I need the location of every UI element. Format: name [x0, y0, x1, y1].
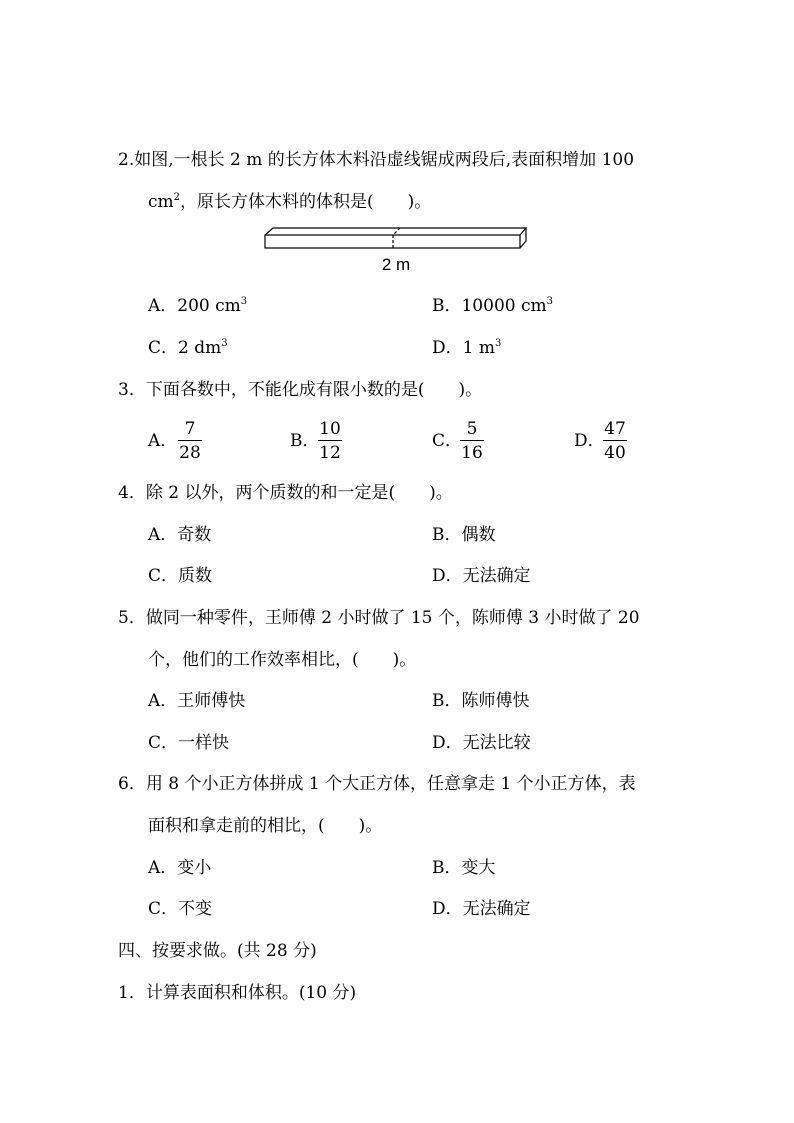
q3-option-a-letter[interactable]: A．: [148, 431, 178, 451]
cut-dashed-line: [393, 228, 400, 248]
q4-stem: 4．除 2 以外，两个质数的和一定是( )。: [118, 483, 453, 503]
q2-option-a[interactable]: [148, 296, 247, 316]
q2-option-b-text: B．10000 cm: [432, 296, 547, 316]
q3-option-b-letter[interactable]: B．: [290, 431, 320, 451]
q6-stem-line2: 面积和拿走前的相比，( )。: [148, 816, 383, 836]
q6-option-b[interactable]: B．变大: [432, 858, 496, 878]
q4-option-b[interactable]: B．偶数: [432, 525, 496, 545]
fraction-bar: [318, 440, 342, 441]
q5-option-d[interactable]: D．无法比较: [432, 733, 531, 753]
q5-option-c[interactable]: C．一样快: [148, 733, 230, 753]
q4-option-c[interactable]: C．质数: [148, 566, 213, 586]
q2-option-b[interactable]: [432, 296, 553, 316]
q6-option-c[interactable]: C．不变: [148, 899, 213, 919]
numerator: 5: [466, 419, 478, 439]
denominator: 40: [604, 443, 626, 463]
q2-option-c[interactable]: [148, 338, 228, 358]
wood-beam-figure: [262, 226, 532, 276]
q6-option-a[interactable]: A．变小: [148, 858, 212, 878]
numerator: 47: [604, 419, 626, 439]
q6-stem-line1: 6．用 8 个小正方体拼成 1 个大正方体，任意拿走 1 个小正方体，表: [118, 774, 636, 794]
q5-option-b[interactable]: B．陈师傅快: [432, 691, 530, 711]
q4-option-d[interactable]: D．无法确定: [432, 566, 531, 586]
q2-option-d[interactable]: [432, 338, 501, 358]
q6-option-d[interactable]: D．无法确定: [432, 899, 531, 919]
numerator: 10: [319, 419, 341, 439]
fraction-bar: [603, 440, 627, 441]
denominator: 16: [461, 443, 483, 463]
q5-stem-line2: 个，他们的工作效率相比，( )。: [148, 650, 417, 670]
q2-option-a-exp: 3: [240, 296, 248, 307]
numerator: 7: [184, 419, 196, 439]
q2-option-c-text: C．2 dm: [148, 338, 222, 358]
q2-stem-line2: [148, 192, 431, 212]
q3-option-c-fraction: [460, 419, 484, 463]
denominator: 12: [319, 443, 341, 463]
q2-option-c-exp: 3: [221, 338, 228, 349]
q5-option-a[interactable]: A．王师傅快: [148, 691, 246, 711]
q2-unit-exponent: 2: [173, 192, 181, 203]
fraction-bar: [178, 440, 202, 441]
q2-option-b-exp: 3: [546, 296, 553, 307]
q2-option-a-text: A．200 cm: [148, 296, 241, 316]
q3-option-c-letter[interactable]: C．: [432, 431, 463, 451]
q3-stem: 3．下面各数中，不能化成有限小数的是( )。: [118, 380, 483, 400]
beam-length-label: 2 m: [381, 255, 411, 274]
q2-stem-tail: ，原长方体木料的体积是( )。: [180, 192, 432, 212]
q2-stem-line1: 2.如图,一根长 2 m 的长方体木料沿虚线锯成两段后,表面积增加 100: [118, 150, 635, 170]
section4-heading: 四、按要求做。(共 28 分): [118, 941, 317, 961]
q3-option-d-letter[interactable]: D．: [574, 431, 605, 451]
q4-option-a[interactable]: A．奇数: [148, 525, 212, 545]
q3-option-b-fraction: [318, 419, 342, 463]
q2-option-d-text: D．1 m: [432, 338, 495, 358]
q2-option-d-exp: 3: [494, 338, 502, 349]
denominator: 28: [179, 443, 201, 463]
q3-option-d-fraction: [603, 419, 627, 463]
q5-stem-line1: 5．做同一种零件，王师傅 2 小时做了 15 个，陈师傅 3 小时做了 20: [118, 608, 640, 628]
q2-unit: cm: [148, 192, 174, 212]
fraction-bar: [460, 440, 484, 441]
q3-option-a-fraction: [178, 419, 202, 463]
section4-item1: 1．计算表面积和体积。(10 分): [118, 983, 357, 1003]
beam-top-face: [265, 228, 526, 235]
